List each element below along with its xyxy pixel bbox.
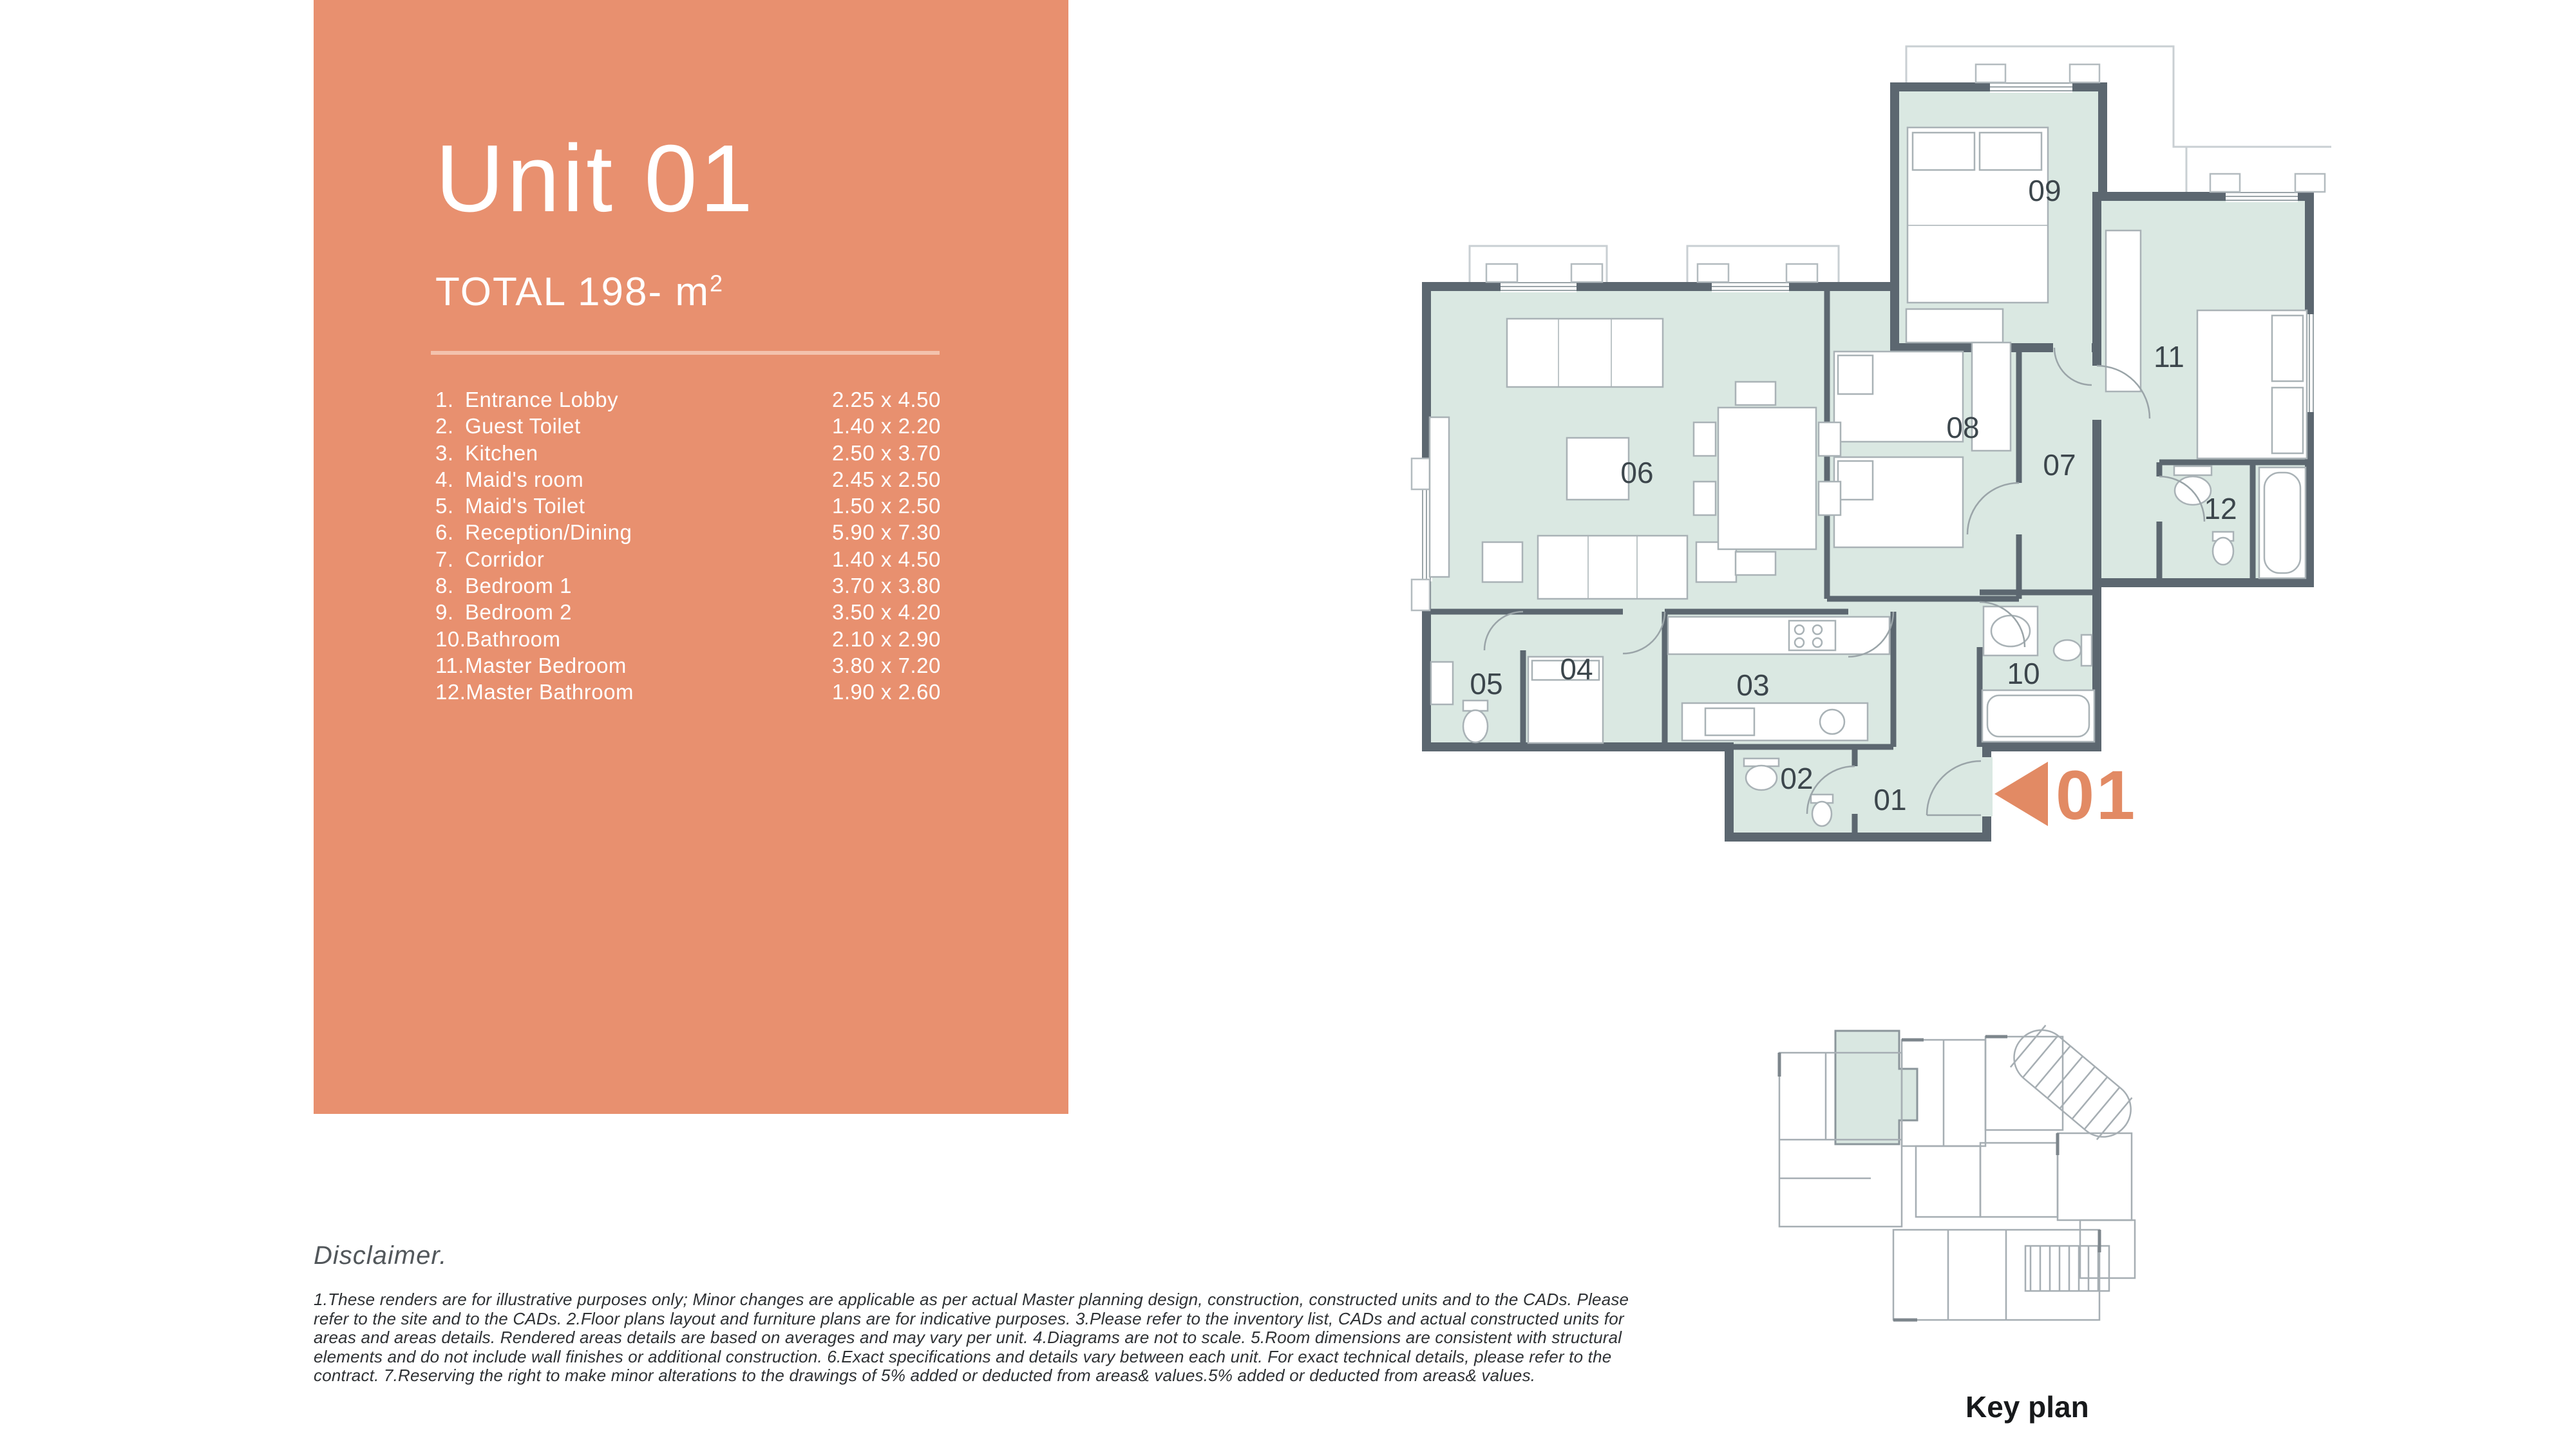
- room-dims: 2.50 x 3.70: [832, 440, 941, 465]
- room-label-06: 06: [1620, 456, 1654, 489]
- room-number: 11.: [435, 653, 464, 677]
- total-area: [435, 269, 724, 315]
- room-number: 6.: [435, 520, 454, 545]
- room-name: Master Bedroom: [465, 653, 627, 677]
- disclaimer-body: 1.These renders are for illustrative purposes only; Minor changes are applicable as per actual Master planning design, construction, constructed units and to the CADs. Please refer to the site and to the CADs. 2.Floor plans layout and furniture plans are for indicative purposes. 3.Please refer to the inventory list, CADs and actual constructed units for areas and areas details. Rendered areas details are based on averages and may vary per unit. 4.Diagrams are not to scale. 5.Room dimensions are consistent with structural elements and do not include wall finishes or additional construction. 6.Exact specifications and details vary between each unit. For exact technical details, please refer to the contract. 7.Reserving the right to make minor alterations to the drawings of 5% added or deducted from areas& values.5% added or deducted from areas& values.: [314, 1290, 1629, 1386]
- room-dims: 3.80 x 7.20: [832, 653, 941, 677]
- unit-marker: [1994, 756, 2137, 834]
- room-dims: 2.45 x 2.50: [832, 467, 941, 491]
- room-dims: 3.50 x 4.20: [832, 600, 941, 625]
- room-number: 5.: [435, 494, 454, 518]
- room-label-08: 08: [1946, 411, 1980, 444]
- room-dims: 1.40 x 2.20: [832, 414, 941, 438]
- room-name: Reception/Dining: [465, 520, 632, 545]
- room-schedule-item: [435, 652, 957, 679]
- room-schedule-item: [435, 679, 957, 705]
- unit-arrow-icon: [1994, 762, 2048, 826]
- room-name: Maid's Toilet: [465, 494, 585, 518]
- room-label-05: 05: [1470, 667, 1503, 701]
- room-schedule-item: [435, 519, 957, 545]
- key-plan-highlighted-unit: [1835, 1031, 1917, 1144]
- divider-line: [431, 351, 940, 355]
- room-number: 8.: [435, 574, 454, 598]
- room-name: Entrance Lobby: [465, 388, 619, 411]
- room-schedule-item: [435, 386, 957, 413]
- room-number: 7.: [435, 547, 454, 571]
- room-dims: 3.70 x 3.80: [832, 574, 941, 598]
- room-schedule-item: [435, 493, 957, 519]
- room-dims: 1.90 x 2.60: [832, 680, 941, 704]
- room-label-01: 01: [1873, 783, 1907, 816]
- room-number: 3.: [435, 440, 454, 465]
- room-name: Master Bathroom: [466, 680, 634, 704]
- key-plan: [1755, 1017, 2141, 1384]
- room-name: Corridor: [465, 547, 545, 571]
- room-number: 9.: [435, 600, 454, 625]
- unit-info-panel: [314, 0, 1068, 1114]
- floor-plan: [1410, 32, 2331, 843]
- room-label-07: 07: [2043, 448, 2076, 482]
- room-number: 2.: [435, 414, 454, 438]
- room-number: 1.: [435, 388, 454, 411]
- room-label-04: 04: [1560, 652, 1593, 686]
- room-label-12: 12: [2204, 492, 2237, 525]
- room-label-03: 03: [1736, 668, 1770, 702]
- total-area-sup: 2: [709, 270, 724, 297]
- room-schedule-item: [435, 440, 957, 466]
- room-dims: 2.25 x 4.50: [832, 388, 941, 411]
- room-label-09: 09: [2028, 174, 2061, 207]
- room-schedule-item: [435, 466, 957, 493]
- room-dims: 1.40 x 4.50: [832, 547, 941, 571]
- room-number: 10.: [435, 626, 466, 651]
- key-plan-outlines: [1779, 1019, 2141, 1320]
- room-name: Guest Toilet: [465, 414, 581, 438]
- disclaimer-heading: Disclaimer.: [314, 1241, 448, 1270]
- room-schedule-item: [435, 572, 957, 599]
- room-label-11: 11: [2154, 340, 2184, 373]
- page-title: Unit 01: [435, 126, 755, 232]
- room-schedule-item: [435, 546, 957, 572]
- room-number: 12.: [435, 680, 466, 704]
- room-name: Bedroom 1: [465, 574, 572, 598]
- room-schedule-item: [435, 626, 957, 652]
- room-label-02: 02: [1780, 762, 1814, 795]
- room-dims: 2.10 x 2.90: [832, 626, 941, 651]
- room-name: Bathroom: [466, 626, 561, 651]
- room-label-10: 10: [2007, 657, 2040, 690]
- unit-marker-label: 01: [2056, 756, 2137, 834]
- key-plan-label: Key plan: [1965, 1390, 2089, 1424]
- room-schedule-list: [435, 386, 957, 706]
- room-dims: 5.90 x 7.30: [832, 520, 941, 545]
- room-name: Kitchen: [465, 440, 538, 465]
- room-dims: 1.50 x 2.50: [832, 494, 941, 518]
- room-name: Bedroom 2: [465, 600, 572, 625]
- total-area-text: TOTAL 198- m: [435, 270, 710, 314]
- room-schedule-item: [435, 599, 957, 625]
- room-name: Maid's room: [465, 467, 584, 491]
- room-number: 4.: [435, 467, 454, 491]
- room-schedule-item: [435, 413, 957, 439]
